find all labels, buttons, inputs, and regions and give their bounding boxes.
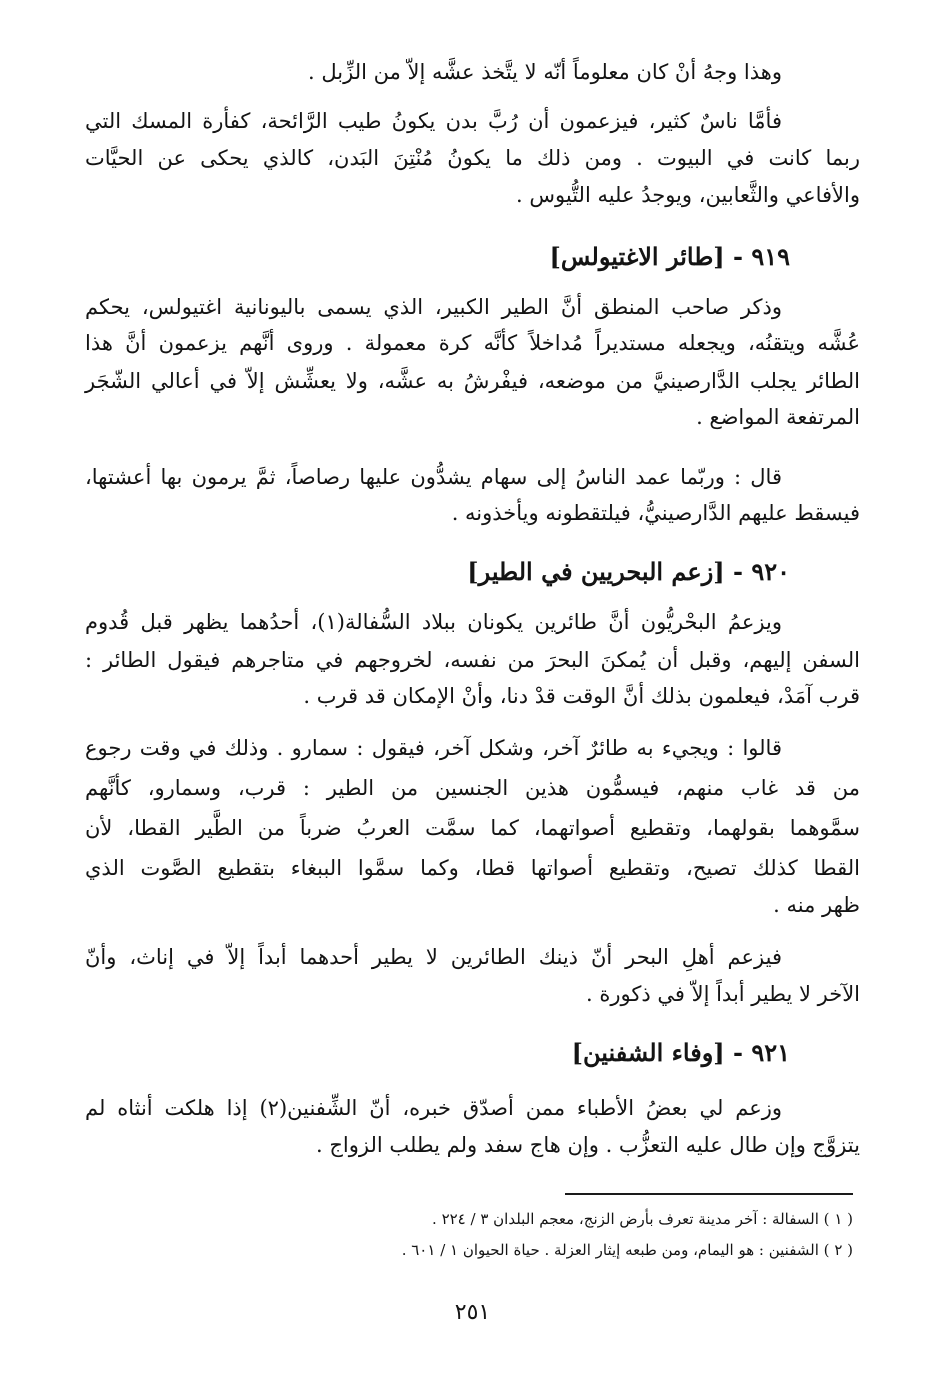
footnote: ( ١ ) السفالة : آخر مدينة تعرف بأرض الزنج، معجم البلدان ٣ / ٢٢٤ . — [432, 1210, 853, 1228]
text-line: والأفاعي والثَّعابين، ويوجدُ عليه التُّيوس . — [516, 183, 860, 207]
paragraph — [85, 104, 860, 212]
paragraph — [85, 603, 860, 713]
footnote-separator — [565, 1193, 853, 1195]
text-line: فيزعم أهلِ البحر أنّ ذينك الطائرين لا يطير أحدهما أبداً إلاّ في إناث، وأنّ — [85, 945, 782, 969]
text-line: المرتفعة المواضع . — [696, 405, 860, 429]
text-line: عُشَّه ويتقنُه، ويجعله مستديراً مُداخلاً كأنَّه كرة معمولة . وروى أنَّهم يزعمون أنَّ هذا — [85, 331, 860, 355]
text-line: ويزعمُ البحْريُّون أنَّ طائرين يكونان ببلاد السُّفالة(١)، أحدُهما يظهر قبل قُدوم — [85, 610, 782, 634]
paragraph — [85, 290, 860, 434]
section-heading: ٩٢٠ - [زعم البحريين في الطير] — [467, 557, 790, 586]
paragraph — [85, 937, 860, 1011]
text-line: فيسقط عليهم الدَّارصينيُّ، فيلتقطونه ويأخذونه . — [451, 501, 860, 525]
text-line: القطا كذلك تصيح، وتقطيع أصواتها قطا، وكما سمَّوا الببغاء بتقطيع الصَّوت الذي — [85, 856, 860, 880]
paragraph — [85, 1088, 860, 1162]
page-number: ٢٥١ — [454, 1300, 491, 1325]
text-line: فأمَّا ناسٌ كثير، فيزعمون أن رُبَّ بدن يكونُ طيب الرَّائحة، كفأرة المسك التي — [85, 109, 782, 133]
text-line: وزعم لي بعضُ الأطباء ممن أصدّق خبره، أنّ الشِّفنين(٢) إذا هلكت أنثاه لم — [85, 1096, 783, 1120]
text-line: ظهر منه . — [773, 893, 860, 917]
text-line: الطائر يجلب الدَّارصينيَّ من موضعه، فيفْرشُ به عشَّه، ولا يعشِّش إلاّ في أعالي الشّجَر — [85, 369, 860, 393]
text-line: قال : وربّما عمد الناسُ إلى سهام يشدُّون عليها رصاصاً، ثمَّ يرمون بها أعشتها، — [85, 465, 782, 489]
text-line: وذكر صاحب المنطق أنَّ الطير الكبير، الذي يسمى باليونانية اغتيولس، يحكم — [85, 295, 782, 319]
text-line: قرب آمَدْ، فيعلمون بذلك أنَّ الوقت قدْ دنا، وأنْ الإمكان قد قرب . — [303, 684, 860, 708]
text-line: ربما كانت في البيوت . ومن ذلك ما يكونُ مُنْتِنَ البَدن، كالذي يحكى عن الحيَّات — [85, 146, 860, 170]
text-line: الآخر لا يطير أبداً إلاّ في ذكورة . — [586, 982, 860, 1006]
text-line: من قد غاب منهم، فيسمُّون هذين الجنسين من الطير : قرب، وسمارو، كأنَّهم — [85, 776, 860, 800]
text-line: السفن إليهم، وقبل أن يُمكنَ البحرَ من نفسه، لخروجهم في متاجرهم فيقول الطائر : — [85, 648, 860, 672]
text-line: قالوا : ويجيء به طائرٌ آخر، وشكل آخر، فيقول : سمارو . وذلك في وقت رجوع — [85, 736, 782, 760]
section-heading: ٩٢١ - [وفاء الشفنين] — [571, 1038, 790, 1067]
footnote: ( ٢ ) الشفنين : هو اليمام، ومن طبعه إيثار العزلة . حياة الحيوان ١ / ٦٠١ . — [401, 1241, 853, 1259]
text-line: يتزوَّج وإن طال عليه التعزُّب . وإن هاج سفد ولم يطلب الزواج . — [315, 1133, 860, 1157]
text-line: وهذا وجهُ أنْ كان معلوماً أنّه لا يتَّخذ عشَّه إلاّ من الزِّبل . — [308, 60, 782, 84]
text-line: سمَّوهما بقولهما، وتقطيع أصواتهما، كما سمَّت العربُ ضرباً من الطَّير القطا، لأن — [85, 816, 860, 840]
section-heading: ٩١٩ - [طائر الاغتيولس] — [549, 242, 790, 271]
paragraph — [85, 458, 860, 530]
paragraph — [85, 728, 860, 922]
paragraph — [85, 55, 860, 89]
